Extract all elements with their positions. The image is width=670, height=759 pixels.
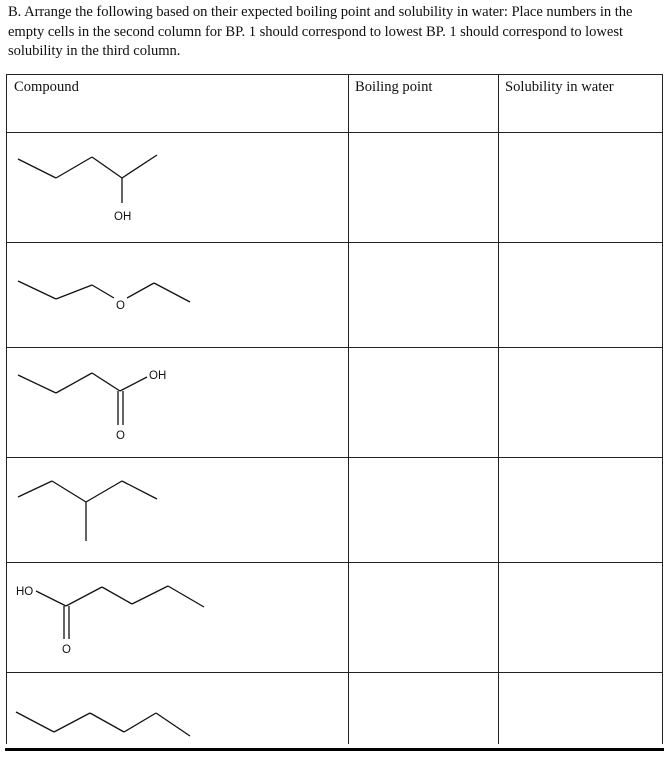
page-bottom-rule <box>5 748 664 751</box>
structure-butanoic-acid <box>10 363 190 445</box>
structure-2-pentanol <box>10 145 170 235</box>
bp-cell-5[interactable] <box>349 563 498 672</box>
bp-cell-2[interactable] <box>349 243 498 347</box>
solubility-cell-4[interactable] <box>499 458 662 562</box>
solubility-cell-6[interactable] <box>499 673 662 744</box>
solubility-cell-5[interactable] <box>499 563 662 672</box>
bp-cell-3[interactable] <box>349 348 498 457</box>
carbonyl-oxygen-label: O <box>62 644 71 656</box>
oh-label: OH <box>149 370 167 382</box>
header-compound: Compound <box>14 79 79 95</box>
header-solubility: Solubility in water <box>505 79 614 95</box>
oh-label: OH <box>114 211 132 223</box>
solubility-cell-1[interactable] <box>499 133 662 242</box>
solubility-cell-2[interactable] <box>499 243 662 347</box>
carbonyl-oxygen-label: O <box>116 430 125 442</box>
bp-cell-1[interactable] <box>349 133 498 242</box>
question-text: B. Arrange the following based on their expected boiling point and solubility in water: Place numbers in the empty cells in the second column for BP. 1 should correspond to lowest BP. 1 should correspond to lowest solubility in the third column. <box>8 4 633 59</box>
solubility-cell-3[interactable] <box>499 348 662 457</box>
table-border-left <box>6 74 7 744</box>
structure-hexanoic-acid <box>10 578 220 658</box>
structure-pentane <box>10 704 200 744</box>
table-border-top <box>6 74 663 75</box>
table-border-right <box>662 74 663 744</box>
bp-cell-6[interactable] <box>349 673 498 744</box>
ho-label: HO <box>16 586 34 598</box>
oxygen-label: O <box>116 300 125 312</box>
bp-cell-4[interactable] <box>349 458 498 562</box>
structure-ether <box>10 275 200 320</box>
header-boiling-point: Boiling point <box>355 79 433 95</box>
structure-2-methylbutane <box>10 475 170 545</box>
